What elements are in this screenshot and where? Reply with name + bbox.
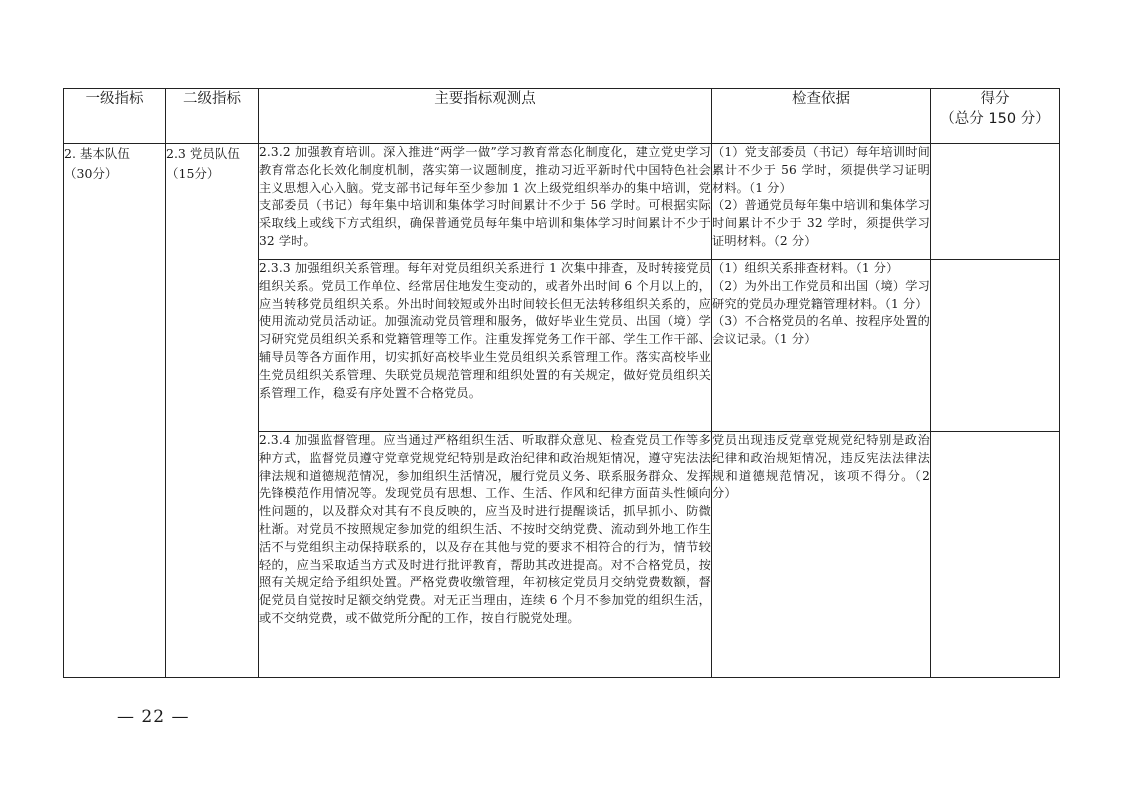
basis-item: （3）不合格党员的名单、按程序处置的会议记录。（1 分） [712, 314, 930, 347]
level2-cell [166, 144, 259, 678]
level1-name: 2. 基本队伍 [64, 146, 130, 161]
observation-cell: 2.3.4 加强监督管理。应当通过严格组织生活、听取群众意见、检查党员工作等多种方式，监督党员遵守党章党规党纪特别是政治纪律和政治规矩情况，遵守宪法法律法规和道德规范情况，参加组织生活情况，履行党员义务、联系服务群众、发挥先锋模范作用情况等。发现党员有思想、工作、生活、作风和纪律方面苗头性倾向性问题的，以及群众对其有不良反映的，应当及时进行提醒谈话，抓早抓小、防微杜渐。对党员不按照规定参加党的组织生活、不按时交纳党费、流动到外地工作生活不与党组织主动保持联系的，以及存在其他与党的要求不相符合的行为，情节较轻的，应当采取适当方式及时进行批评教育，帮助其改进提高。对不合格党员，按照有关规定给予组织处置。严格党费收缴管理，年初核定党员月交纳党费数额，督促党员自觉按时足额交纳党费。对无正当理由，连续 6 个月不参加党的组织生活，或不交纳党费，或不做党所分配的工作，按自行脱党处理。 [259, 432, 712, 678]
level2-points: （15分） [166, 165, 220, 181]
basis-item: （2）为外出工作党员和出国（境）学习研究的党员办理党籍管理材料。（1 分） [712, 278, 930, 311]
basis-item: （2）普通党员每年集中培训和集体学习时间累计不少于 32 学时，须提供学习证明材料。（2 分） [712, 198, 930, 248]
level1-cell [64, 144, 166, 678]
observation-cell: 2.3.2 加强教育培训。深入推进“两学一做”学习教育常态化制度化，建立党史学习教育常态化长效化制度机制，落实第一议题制度，推动习近平新时代中国特色社会主义思想入心入脑。党支部书记每年至少参加 1 次上级党组织举办的集中培训，党支部委员（书记）每年集中培训和集体学习时间累计不少于 56 学时。可根据实际采取线上或线下方式组织，确保普通党员每年集中培训和集体学习时间累计不少于 32 学时。 [259, 144, 712, 260]
header-score: 得分 （总分 150 分） [931, 89, 1060, 144]
basis-cell [712, 432, 931, 678]
header-level2: 二级指标 [166, 89, 259, 144]
level2-name: 2.3 党员队伍 [166, 146, 240, 161]
level1-points: （30分） [64, 165, 118, 181]
score-cell [931, 144, 1060, 260]
header-level1: 一级指标 [64, 89, 166, 144]
basis-item: （1）党支部委员（书记）每年培训时间累计不少于 56 学时，须提供学习证明材料。（1 分） [712, 145, 930, 195]
header-observation: 主要指标观测点 [259, 89, 712, 144]
observation-cell: 2.3.3 加强组织关系管理。每年对党员组织关系进行 1 次集中排查，及时转接党员组织关系。党员工作单位、经常居住地发生变动的，或者外出时间 6 个月以上的，应当转移党员组织关系。外出时间较短或外出时间较长但无法转移组织关系的，应使用流动党员活动证。加强流动党员管理和服务，做好毕业生党员、出国（境）学习研究党员组织关系和党籍管理等工作。注重发挥党务工作干部、学生工作干部、辅导员等各方面作用，切实抓好高校毕业生党员组织关系管理工作。落实高校毕业生党员组织关系管理、失联党员规范管理和组织处置的有关规定，做好党员组织关系管理工作，稳妥有序处置不合格党员。 [259, 260, 712, 432]
table-row [64, 144, 1060, 260]
score-cell [931, 432, 1060, 678]
page-number: — 22 — [117, 707, 190, 727]
table-header-row [64, 89, 1060, 144]
header-basis: 检查依据 [712, 89, 931, 144]
score-cell [931, 260, 1060, 432]
basis-item: （1）组织关系排查材料。（1 分） [712, 261, 899, 275]
basis-cell [712, 260, 931, 432]
basis-item: 党员出现违反党章党规党纪特别是政治纪律和政治规矩情况，违反宪法法律法规和道德规范情况，该项不得分。（2 分） [712, 433, 930, 501]
basis-cell [712, 144, 931, 260]
evaluation-table [63, 88, 1060, 678]
